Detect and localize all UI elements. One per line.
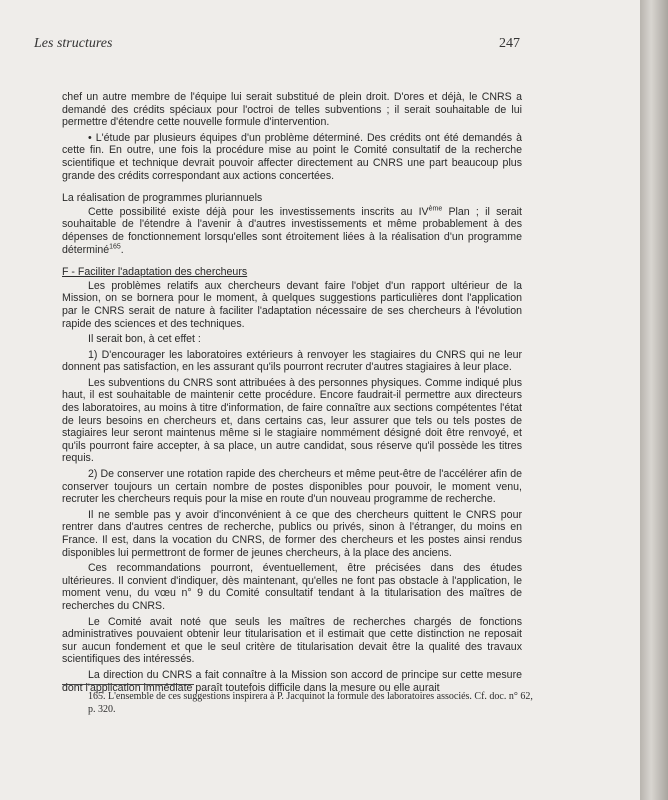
paragraph: Les problèmes relatifs aux chercheurs devant faire l'objet d'un rapport ultérieur de la Mission, on se bornera pour le moment, à quelques suggestions particulières dont l'application par le CNRS serait de nature à faciliter l'adaptation nécessaire de ses chercheurs à l'évolution rapide des sciences et des techniques. [62,279,522,330]
paragraph-text: Plan ; il serait souhaitable de l'étendre à l'avenir à d'autres investissements et même probablement à des dépenses de fonctionnement lorsqu'elles sont étroitement liées à la réalisation d'un programme déterminé [62,205,522,256]
footnote: 165. L'ensemble de ces suggestions inspirera à P. Jacquinot la formule des laboratoires associés. Cf. doc. n° 62, p. 320. [88,691,533,715]
paragraph-text: . [120,243,124,256]
paragraph: • L'étude par plusieurs équipes d'un problème déterminé. Des crédits ont été demandés à cette fin. En outre, une fois la procédure mise au point le Comité consultatif de la recherche scientifique et technique devrait pouvoir affecter directement au CNRS une part beaucoup plus grande des crédits correspondant aux actions concertées. [62,131,522,182]
footnote-ref: 165 [109,243,121,250]
section-heading: La réalisation de programmes pluriannuels [62,192,263,205]
paragraph-text: Cette possibilité existe déjà pour les investissements inscrits au IV [88,205,429,218]
paragraph: Le Comité avait noté que seuls les maîtres de recherches chargés de fonctions administratives pouvaient obtenir leur titularisation et il estimait que cette distinction ne reposait sur aucun fondement et que le seul critère de titularisation devait être la qualité des travaux scientifiques des intéressés. [62,615,522,666]
footnote-divider [62,684,194,685]
paragraph: chef un autre membre de l'équipe lui serait substitué de plein droit. D'ores et déjà, le CNRS a demandé des crédits spéciaux pour l'octroi de telles subventions ; il serait souhaitable de lui permettre d'étendre cette nouvelle formule d'intervention. [62,91,522,129]
superscript: ème [428,205,443,213]
paragraph: Il serait bon, à cet effet : [88,333,201,346]
paragraph: 2) De conserver une rotation rapide des chercheurs et même peut-être de l'accélérer afin de conserver toujours un certain nombre de postes disponibles pour pouvoir, le moment venu, recruter les chercheurs requis pour la mise en route d'un nouveau programme de recherche. [62,468,522,506]
paragraph: Ces recommandations pourront, éventuellement, être précisées dans des études ultérieures. Il convient d'indiquer, dès maintenant, qu'elles ne font pas obstacle à l'application, le moment venu, du vœu n° 9 du Comité consultatif tendant à la titularisation des maîtres de recherches du CNRS. [62,562,522,612]
body-text [62,91,522,697]
paragraph: Les subventions du CNRS sont attribuées à des personnes physiques. Comme indiqué plus haut, il est souhaitable de maintenir cette procédure. Encore faudrait-il permettre aux directeurs des laboratoires, au moins à titre d'information, de faire connaître aux sections compétentes l'état de leurs besoins en chercheurs et, dans certains cas, leur assurer que tels ou tels postes de stagiaires leur seront maintenus même si le stagiaire nommément désigné doit être renvoyé, et qu'ils pourront faire accepter, à sa place, un autre candidat, sous réserve qu'il possède les titres requis. [62,376,522,465]
paragraph: Il ne semble pas y avoir d'inconvénient à ce que des chercheurs quittent le CNRS pour rentrer dans d'autres centres de recherche, publics ou privés, sinon à l'étranger, du moins en France. Il est, dans la vocation du CNRS, de former des chercheurs et les postes ainsi rendus disponibles lui permettront de former de jeunes chercheurs, à la place des anciens. [62,508,522,559]
running-title: Les structures [34,36,113,51]
section-heading: F - Faciliter l'adaptation des chercheurs [62,266,248,279]
paragraph: 1) D'encourager les laboratoires extérieurs à renvoyer les stagiaires du CNRS qui ne leur donnent pas satisfaction, en les assurant qu'ils pourront recruter d'autres stagiaires à leur place. [62,348,522,374]
paragraph: La direction du CNRS a fait connaître à la Mission son accord de principe sur cette mesure dont l'application immédiate paraît toutefois difficile dans la mesure ou elle aurait [62,668,522,694]
page-edge [640,0,668,800]
page-number: 247 [499,36,520,51]
paragraph [62,206,522,256]
